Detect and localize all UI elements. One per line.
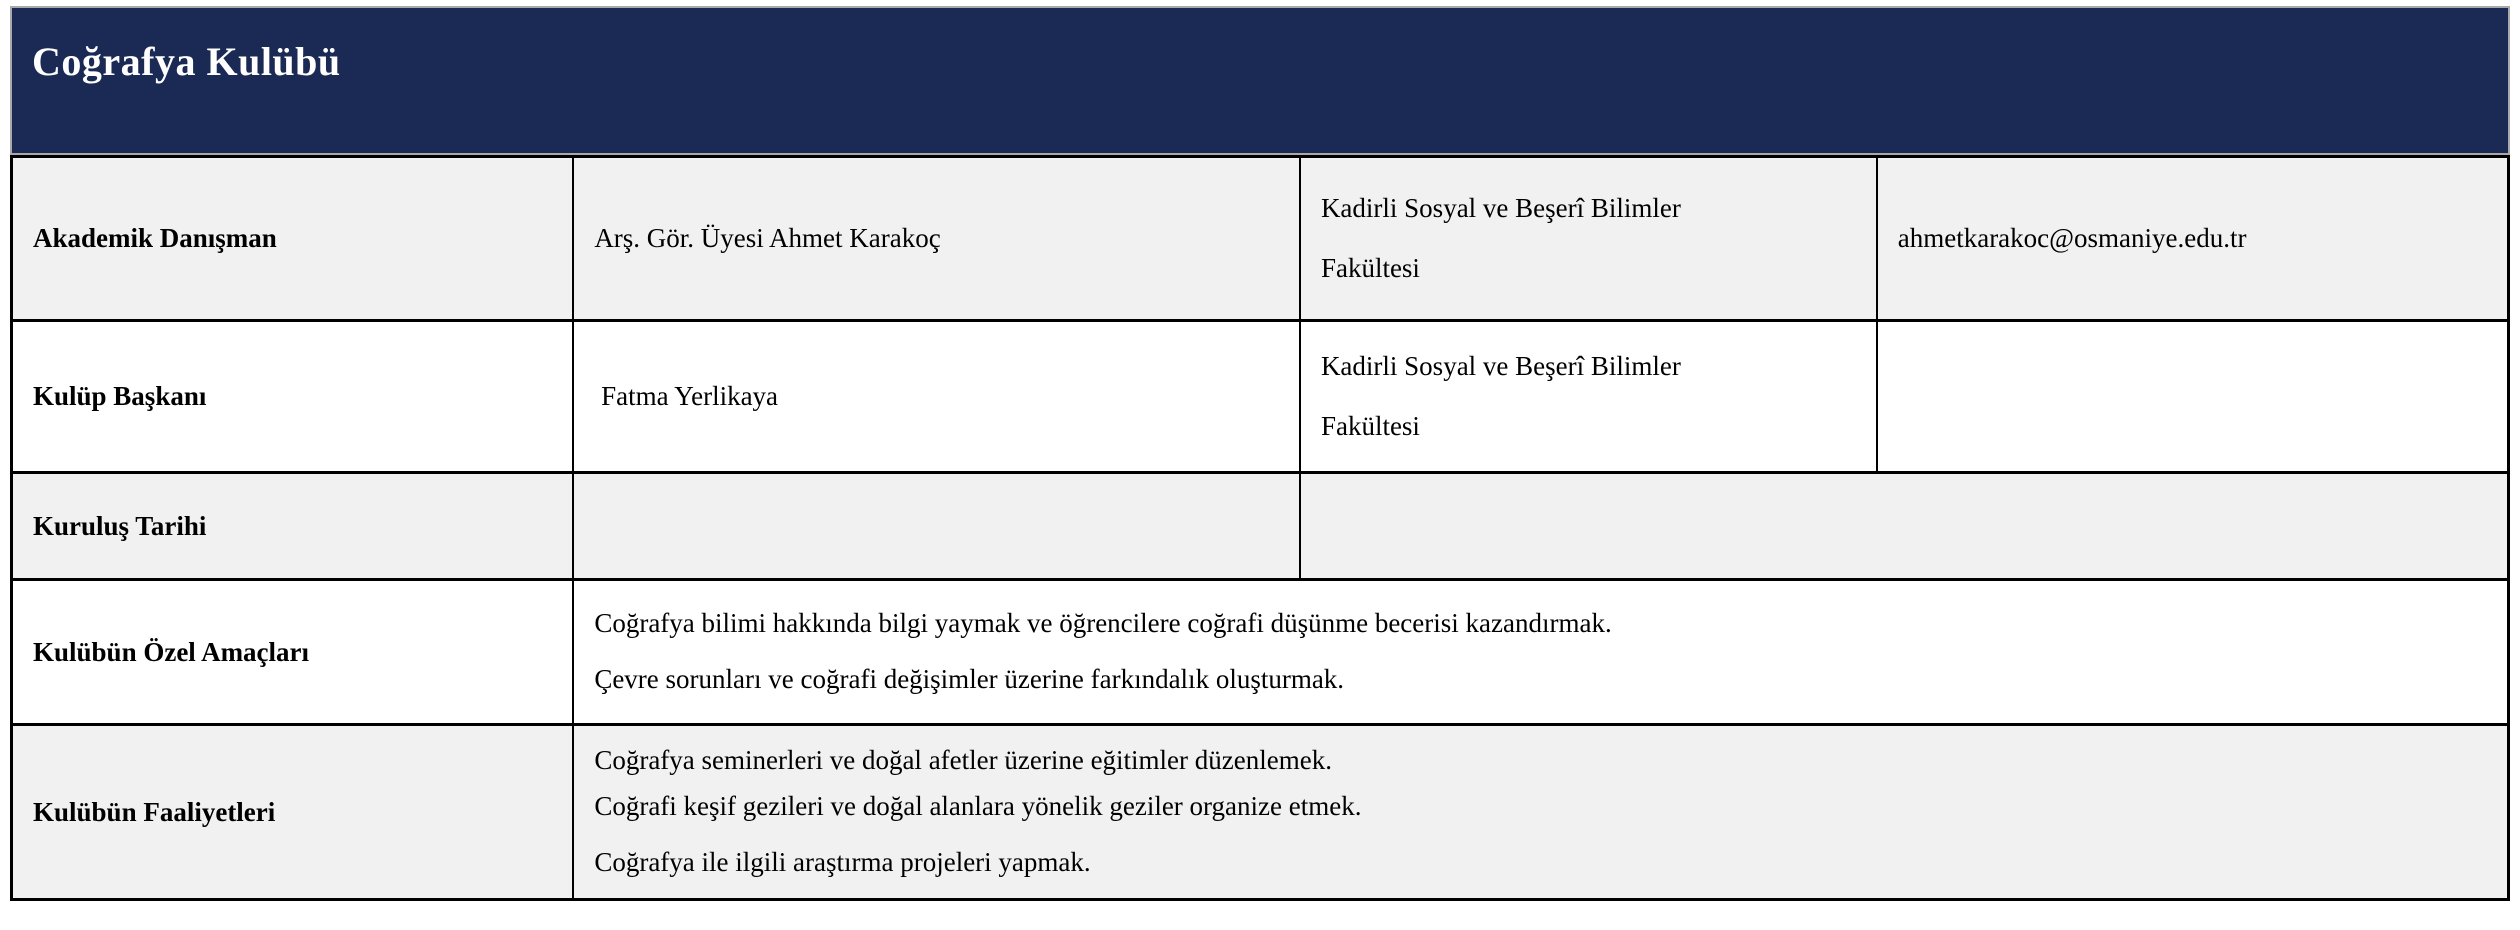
advisor-faculty-cell: Kadirli Sosyal ve Beşerî Bilimler Fakültesi xyxy=(1300,157,1877,321)
aims-row xyxy=(12,580,2509,725)
advisor-label-cell: Akademik Danışman xyxy=(12,157,574,321)
president-name-cell: Fatma Yerlikaya xyxy=(573,321,1300,473)
activities-content-cell: Coğrafya seminerleri ve doğal afetler üzerine eğitimler düzenlemek. Coğrafi keşif gezileri ve doğal alanlara yönelik geziler organize etmek. Coğrafya ile ilgili araştırma projeleri yapmak. xyxy=(573,725,2508,900)
president-row xyxy=(12,321,2509,473)
activities-row xyxy=(12,725,2509,900)
page-title: Coğrafya Kulübü xyxy=(32,39,341,84)
president-faculty-cell: Kadirli Sosyal ve Beşerî Bilimler Fakültesi xyxy=(1300,321,1877,473)
founding-date-row xyxy=(12,473,2509,580)
advisor-email-cell: ahmetkarakoc@osmaniye.edu.tr xyxy=(1877,157,2509,321)
founding-date-label-cell: Kuruluş Tarihi xyxy=(12,473,574,580)
founding-date-extra-cell xyxy=(1300,473,2509,580)
aims-content-cell: Coğrafya bilimi hakkında bilgi yaymak ve öğrencilere coğrafi düşünme becerisi kazandırmak. Çevre sorunları ve coğrafi değişimler üzerine farkındalık oluşturmak. xyxy=(573,580,2508,725)
president-label-cell: Kulüp Başkanı xyxy=(12,321,574,473)
club-info-table xyxy=(10,155,2510,901)
advisor-name-cell: Arş. Gör. Üyesi Ahmet Karakoç xyxy=(573,157,1300,321)
founding-date-value-cell xyxy=(573,473,1300,580)
president-email-cell xyxy=(1877,321,2509,473)
activities-label-cell: Kulübün Faaliyetleri xyxy=(12,725,574,900)
header-bar xyxy=(10,6,2510,155)
aims-label-cell: Kulübün Özel Amaçları xyxy=(12,580,574,725)
advisor-row xyxy=(12,157,2509,321)
